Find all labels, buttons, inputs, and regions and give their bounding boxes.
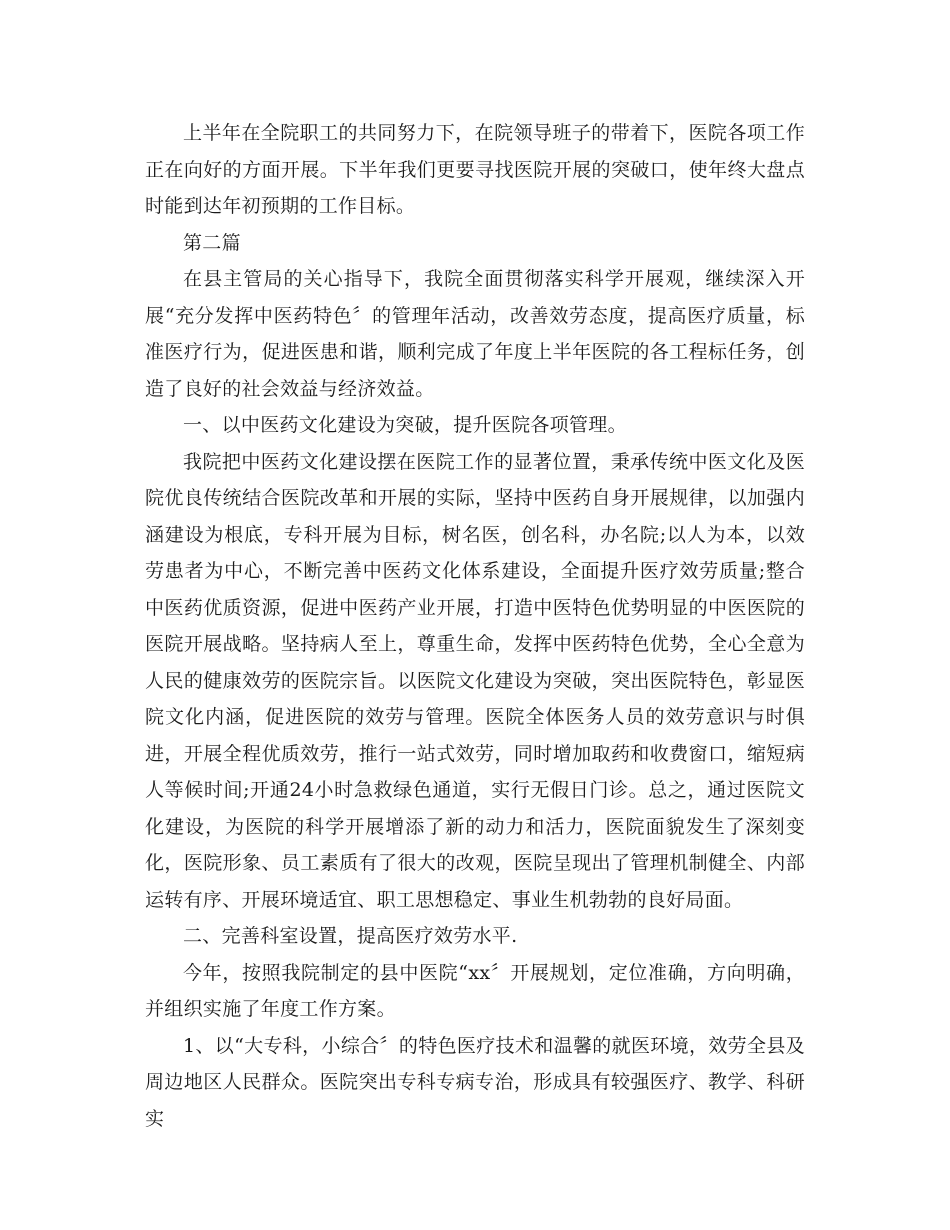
document-page (145, 115, 805, 1137)
section-heading-part-two: 第二篇 (183, 231, 241, 254)
paragraph-plan: 今年，按照我院制定的县中医院“xx〞开展规划，定位准确，方向明确，并组织实施了年度工作方案。 (145, 961, 805, 1020)
section-heading-one: 一、以中医药文化建设为突破，提升医院各项管理。 (183, 414, 627, 436)
section-heading-two: 二、完善科室设置，提高医疗效劳水平. (183, 925, 518, 947)
paragraph-item-one: 1、以“大专科，小综合〞的特色医疗技术和温馨的就医环境，效劳全县及周边地区人民群众。医院突出专科专病专治，形成具有较强医疗、教学、科研实 (145, 1034, 805, 1130)
paragraph-overview: 在县主管局的关心指导下，我院全面贯彻落实科学开展观，继续深入开展“充分发挥中医药特色〞的管理年活动，改善效劳态度，提高医疗质量，标准医疗行为，促进医患和谐，顺利完成了年度上半年医院的各工程标任务，创造了良好的社会效益与经济效益。 (145, 268, 805, 400)
paragraph-culture-building: 我院把中医药文化建设摆在医院工作的显著位置，秉承传统中医文化及医院优良传统结合医院改革和开展的实际，坚持中医药自身开展规律，以加强内涵建设为根底，专科开展为目标，树名医，创名科，办名院;以人为本，以效劳患者为中心，不断完善中医药文化体系建设，全面提升医疗效劳质量;整合中医药优质资源，促进中医药产业开展，打造中医特色优势明显的中医医院的医院开展战略。坚持病人至上，尊重生命，发挥中医药特色优势，全心全意为人民的健康效劳的医院宗旨。以医院文化建设为突破，突出医院特色，彰显医院文化内涵，促进医院的效劳与管理。医院全体医务人员的效劳意识与时俱进，开展全程优质效劳，推行一站式效劳，同时增加取药和收费窗口，缩短病人等候时间;开通24小时急救绿色通道，实行无假日门诊。总之，通过医院文化建设，为医院的科学开展增添了新的动力和活力，医院面貌发生了深刻变化，医院形象、员工素质有了很大的改观，医院呈现出了管理机制健全、内部运转有序、开展环境适宜、职工思想稳定、事业生机勃勃的良好局面。 (145, 450, 805, 911)
paragraph-intro-summary: 上半年在全院职工的共同努力下，在院领导班子的带着下，医院各项工作正在向好的方面开展。下半年我们更要寻找医院开展的突破口，使年终大盘点时能到达年初预期的工作目标。 (145, 122, 805, 217)
